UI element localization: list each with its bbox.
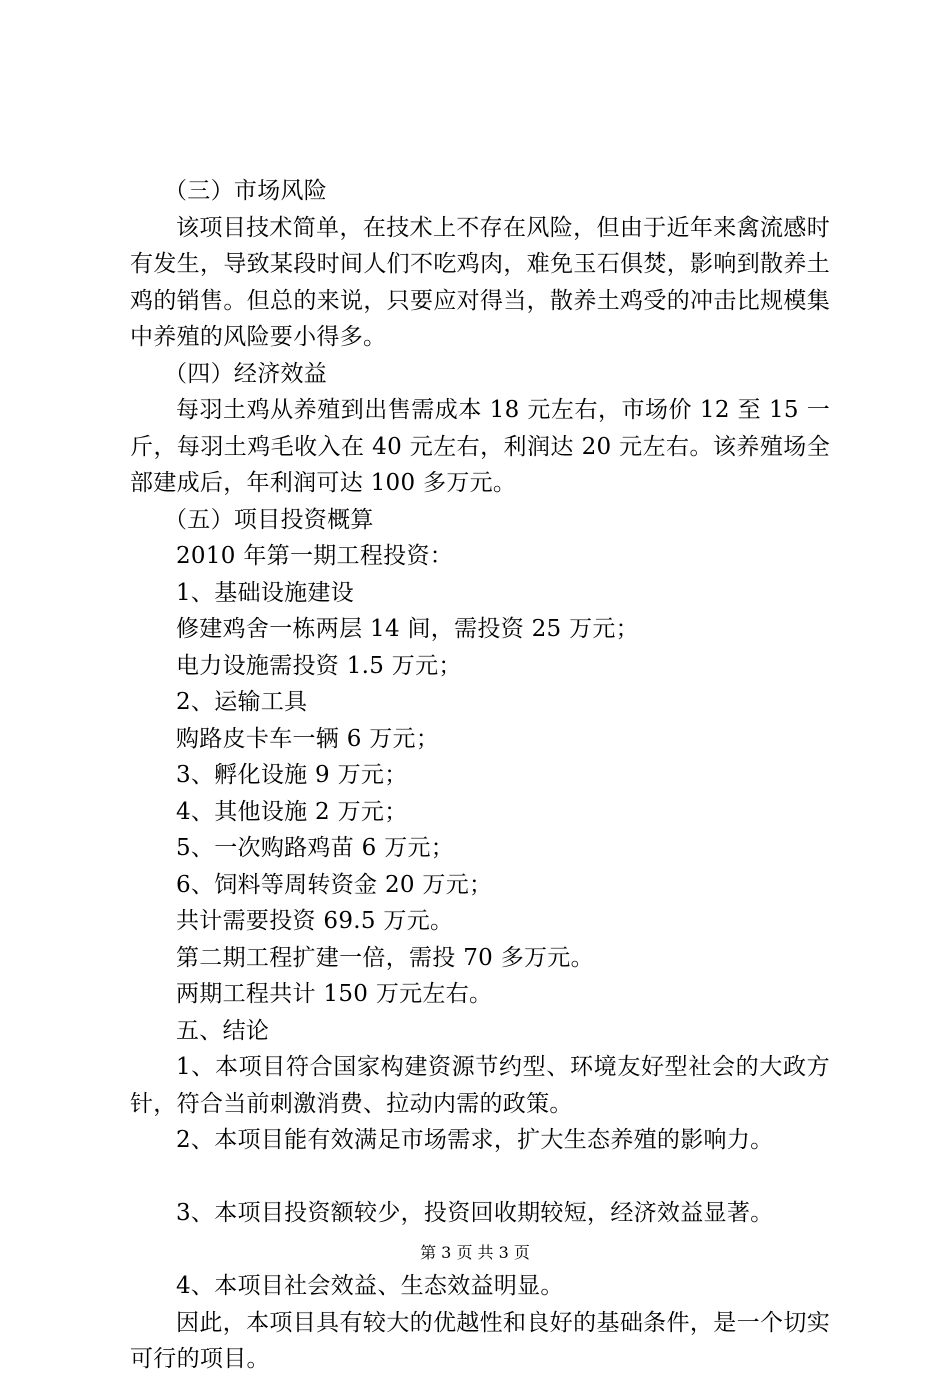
paragraph-market-risk: 该项目技术简单，在技术上不存在风险，但由于近年来禽流感时有发生，导致某段时间人们不吃鸡肉，难免玉石俱焚，影响到散养土鸡的销售。但总的来说，只要应对得当，散养土鸡受的冲击比规模集中养殖的风险要小得多。: [130, 214, 830, 350]
list-item-chicks: 5、一次购路鸡苗 6 万元；: [176, 835, 455, 861]
list-item-infrastructure: 1、基础设施建设: [176, 579, 355, 606]
paragraph-phase-two: 第二期工程扩建一倍，需投 70 多万元。: [176, 944, 594, 971]
conclusion-item-2: 2、本项目能有效满足市场需求，扩大生态养殖的影响力。: [176, 1127, 774, 1153]
list-item-chicken-house: 修建鸡舍一栋两层 14 间，需投资 25 万元；: [176, 616, 639, 642]
section-heading-economic-benefit: （四）经济效益: [164, 360, 328, 387]
page-footer: 第 3 页 共 3 页: [420, 1243, 530, 1262]
paragraph-total-both-phases: 两期工程共计 150 万元左右。: [176, 981, 493, 1007]
section-heading-investment-estimate: （五）项目投资概算: [164, 506, 374, 533]
list-item-pickup-truck: 购路皮卡车一辆 6 万元；: [176, 725, 440, 752]
paragraph-final-conclusion: 因此，本项目具有较大的优越性和良好的基础条件，是一个切实可行的项目。: [130, 1309, 830, 1372]
conclusion-item-1: 1、本项目符合国家构建资源节约型、环境友好型社会的大政方针，符合当前刺激消费、拉动内需的政策。: [130, 1054, 830, 1117]
paragraph-phase-one-intro: 2010 年第一期工程投资：: [176, 543, 454, 569]
list-item-incubation: 3、孵化设施 9 万元；: [176, 762, 408, 788]
section-heading-market-risk: （三）市场风险: [164, 178, 328, 204]
conclusion-item-4: 4、本项目社会效益、生态效益明显。: [176, 1273, 564, 1299]
conclusion-item-3: 3、本项目投资额较少，投资回收期较短，经济效益显著。: [176, 1200, 774, 1226]
section-heading-conclusion: 五、结论: [176, 1017, 270, 1044]
document-body: [130, 173, 830, 1378]
paragraph-total-phase-one: 共计需要投资 69.5 万元。: [176, 908, 454, 934]
blank-line: [130, 1159, 830, 1196]
list-item-other-facilities: 4、其他设施 2 万元；: [176, 798, 408, 825]
paragraph-economic-benefit: 每羽土鸡从养殖到出售需成本 18 元左右，市场价 12 至 15 一斤，每羽土鸡毛收入在 40 元左右，利润达 20 元左右。该养殖场全部建成后，年利润可达 100 多万元。: [130, 397, 830, 496]
list-item-feed-capital: 6、饲料等周转资金 20 万元；: [176, 871, 493, 898]
list-item-transport: 2、运输工具: [176, 689, 308, 715]
list-item-power-facility: 电力设施需投资 1.5 万元；: [176, 652, 462, 679]
